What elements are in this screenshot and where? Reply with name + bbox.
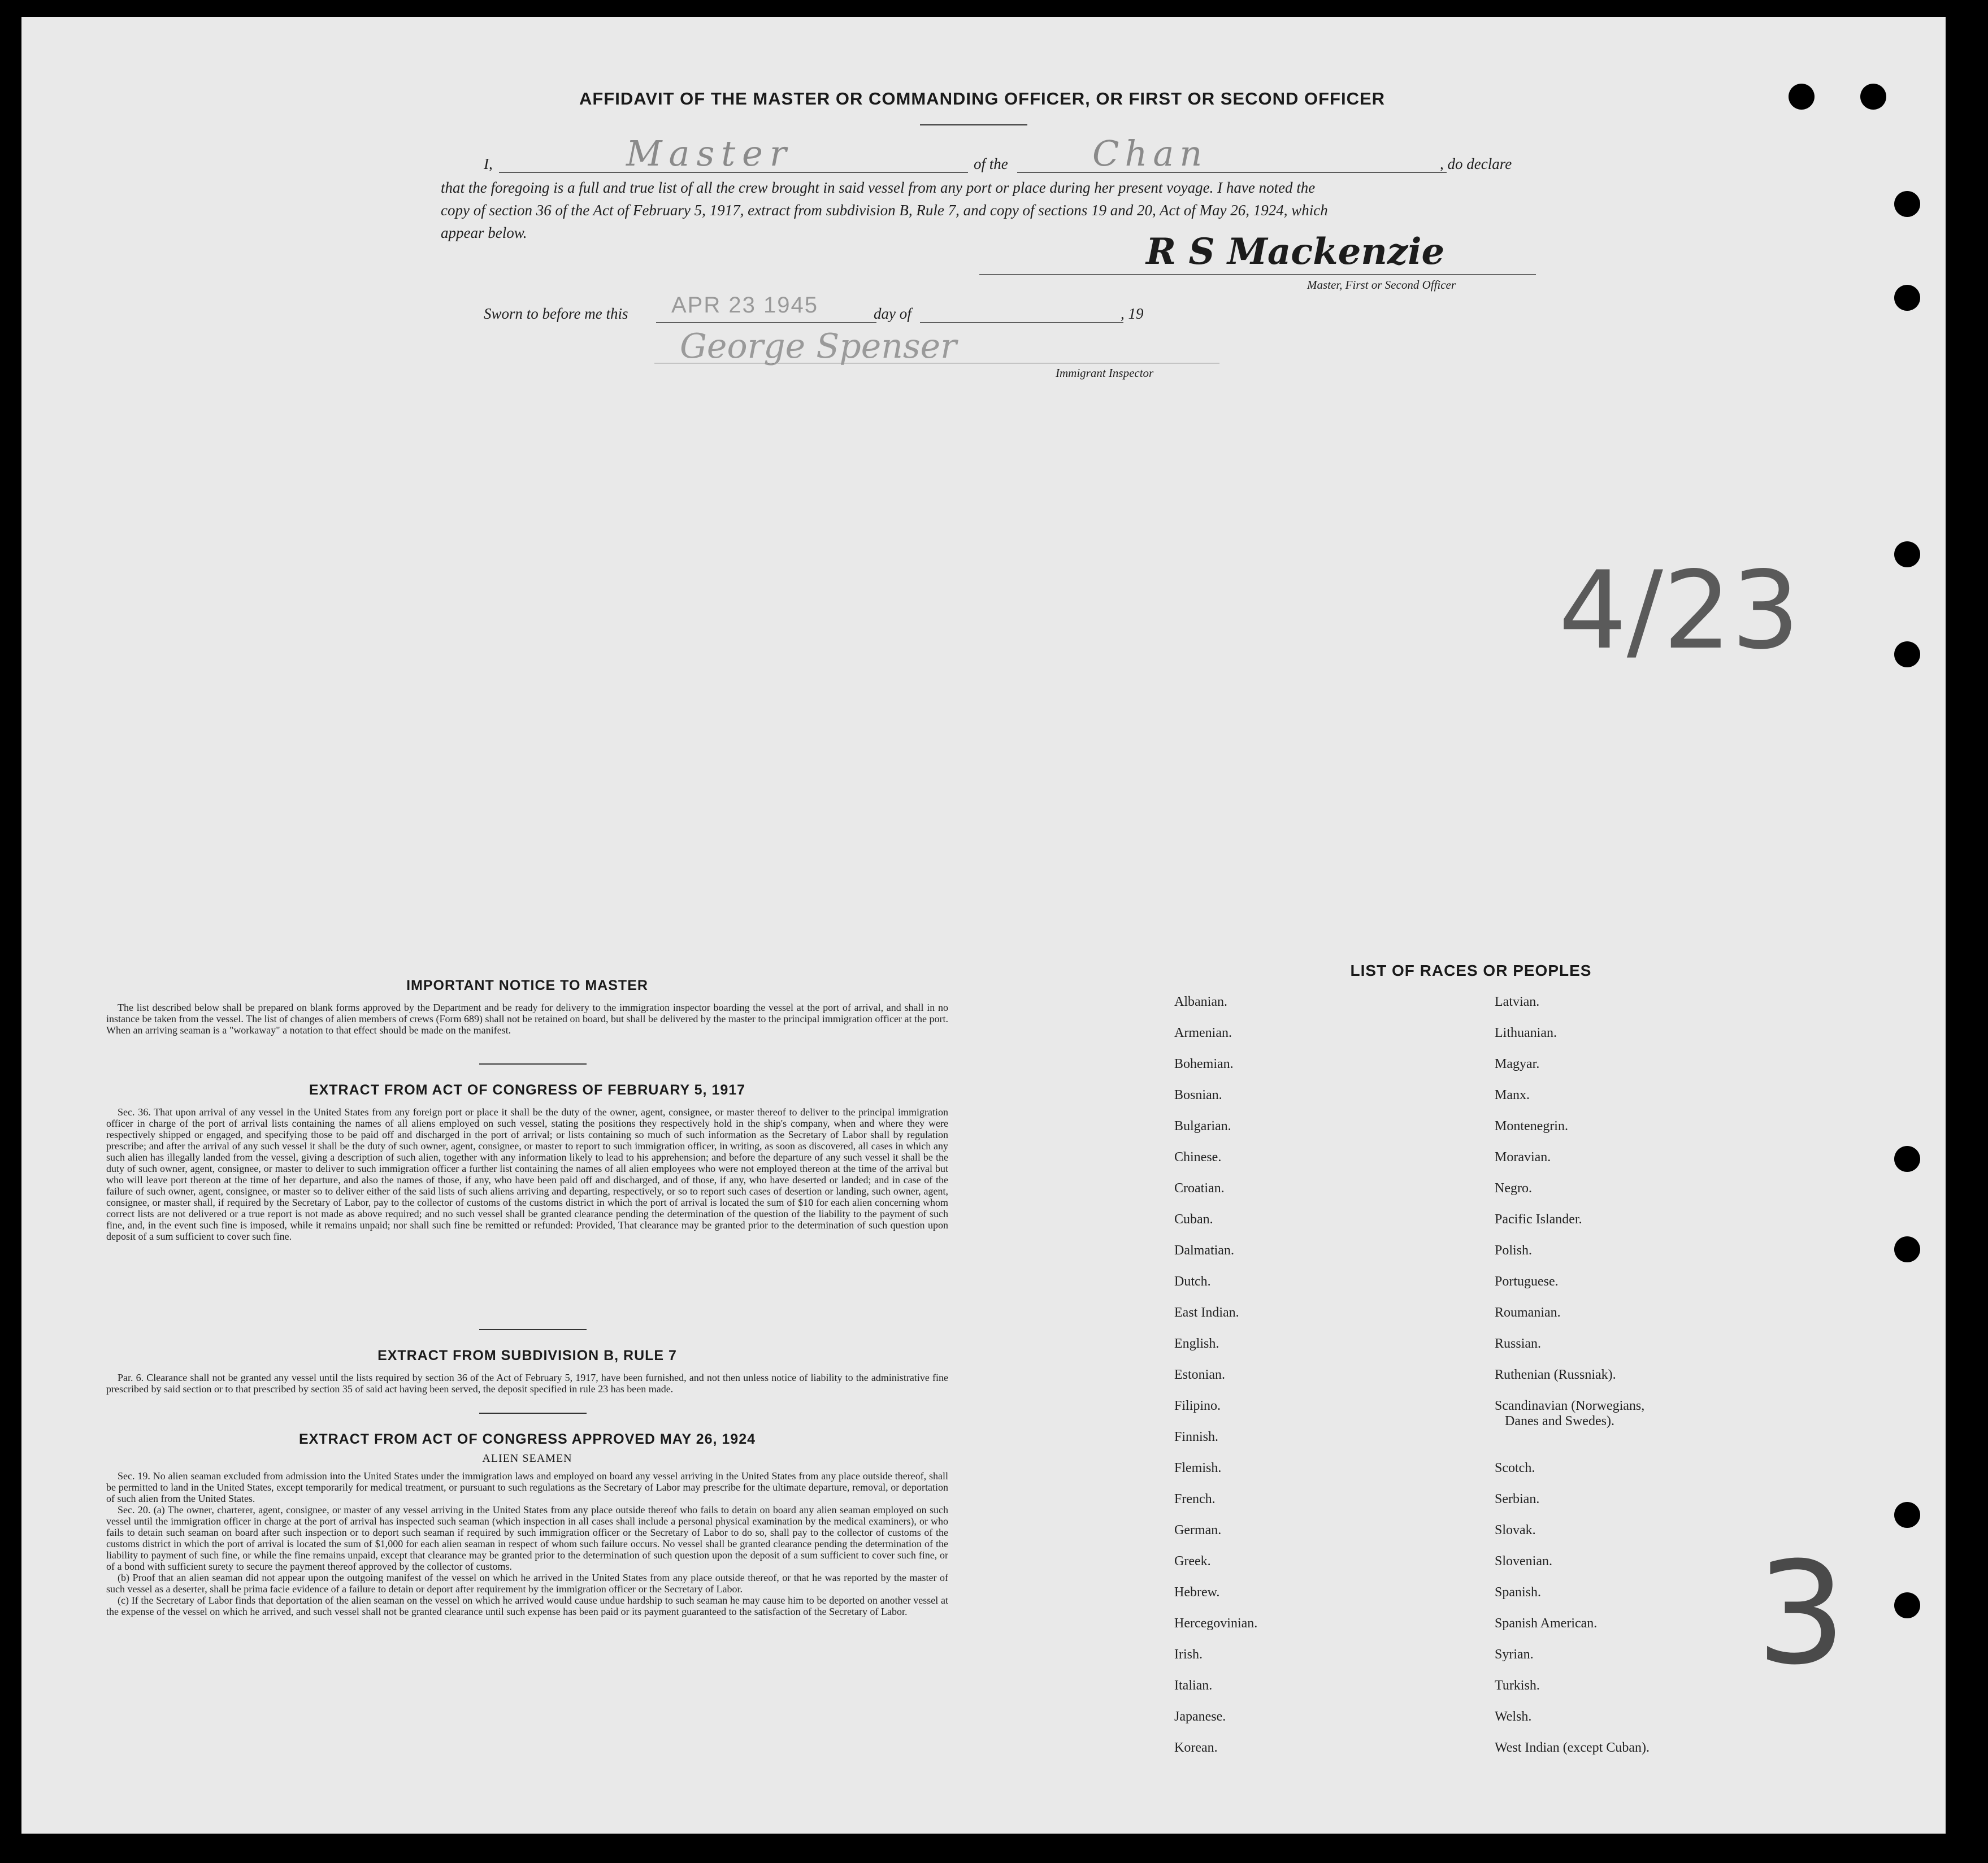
race-left-item: Hercegovinian. — [1174, 1616, 1258, 1631]
race-left-item: Bosnian. — [1174, 1088, 1222, 1102]
race-left-item: Korean. — [1174, 1740, 1218, 1755]
races-title: LIST OF RACES OR PEOPLES — [1350, 962, 1592, 979]
inspector-signature: George Spenser — [680, 327, 957, 366]
notice-body — [106, 1002, 948, 1036]
race-right-item: Danes and Swedes). — [1505, 1414, 1614, 1428]
sworn-day-line — [656, 322, 876, 323]
affidavit-line-4: appear below. — [441, 224, 527, 241]
handwritten-fraction: 4/23 — [1559, 548, 1800, 673]
race-right-item: Scandinavian (Norwegians, — [1495, 1399, 1645, 1413]
race-left-item: Croatian. — [1174, 1181, 1225, 1196]
of-the-label: of the — [974, 155, 1008, 172]
punch-hole — [1860, 84, 1886, 110]
punch-hole — [1894, 1592, 1920, 1618]
document-page — [21, 17, 1946, 1834]
race-left-item: Greek. — [1174, 1554, 1211, 1569]
race-right-item: Moravian. — [1495, 1150, 1551, 1165]
race-left-item: Estonian. — [1174, 1367, 1225, 1382]
race-right-item: Slovak. — [1495, 1523, 1536, 1538]
race-right-item: Magyar. — [1495, 1057, 1540, 1071]
vessel-line — [1017, 172, 1447, 173]
race-left-item: Albanian. — [1174, 995, 1227, 1009]
race-left-item: Bulgarian. — [1174, 1119, 1231, 1134]
extract-1917-title: EXTRACT FROM ACT OF CONGRESS OF FEBRUARY 5, 1917 — [309, 1082, 746, 1098]
extract-1917-body — [106, 1106, 948, 1242]
race-right-item: Slovenian. — [1495, 1554, 1552, 1569]
race-left-item: Cuban. — [1174, 1212, 1213, 1227]
punch-hole — [1894, 541, 1920, 567]
race-right-item: Polish. — [1495, 1243, 1533, 1258]
race-right-item: Ruthenian (Russniak). — [1495, 1367, 1616, 1382]
section-20a-text: Sec. 20. (a) The owner, charterer, agent, consignee, or master of any vessel arriving in the United States from any place outside thereof who fails to detain on board any alien seaman employed on such vessel until the immigration officer in charge at the port of arrival has inspected such seaman (which inspection in all cases shall include a personal physical examination by the medical examiners), or who fails to detain such seaman on board after such inspection or to deport such seaman if required by such immigration officer or the Secretary of Labor to do so, shall pay to the collector of customs of the customs district in which the port of arrival is located the sum of $1,000 for each alien seaman in respect of whom such failure occurs. No vessel shall be granted clearance pending the determination of the liability to payment of such fine, or while the fine remains unpaid, except that clearance may be granted prior to the determination of such question upon the deposit of a sum sufficient to cover such fine, or of a bond with sufficient surety to secure the payment thereof approved by the collector of customs. — [106, 1504, 948, 1572]
race-left-item: Finnish. — [1174, 1430, 1219, 1444]
race-left-item: Chinese. — [1174, 1150, 1222, 1165]
affidavit-i: I, — [484, 155, 493, 172]
race-right-item: Scotch. — [1495, 1461, 1535, 1475]
race-left-item: German. — [1174, 1523, 1222, 1538]
rule7-title: EXTRACT FROM SUBDIVISION B, RULE 7 — [377, 1348, 677, 1363]
notice-divider — [479, 1063, 587, 1065]
race-left-item: Flemish. — [1174, 1461, 1222, 1475]
punch-hole — [1894, 191, 1920, 217]
race-left-item: Japanese. — [1174, 1709, 1226, 1724]
punch-hole — [1789, 84, 1815, 110]
race-right-item: Negro. — [1495, 1181, 1532, 1196]
race-left-item: Irish. — [1174, 1647, 1203, 1662]
race-right-item: Lithuanian. — [1495, 1026, 1557, 1040]
month-line — [920, 322, 1123, 323]
extract-1917-divider — [479, 1329, 587, 1330]
race-left-item: Hebrew. — [1174, 1585, 1220, 1600]
race-right-item: Portuguese. — [1495, 1274, 1559, 1289]
handwritten-page-number: 3 — [1756, 1531, 1847, 1696]
race-left-item: Filipino. — [1174, 1399, 1221, 1413]
punch-hole — [1894, 1236, 1920, 1262]
rule7-body — [106, 1372, 948, 1395]
race-right-item: Russian. — [1495, 1336, 1542, 1351]
handwritten-vessel: Chan — [1092, 133, 1208, 174]
race-right-item: Pacific Islander. — [1495, 1212, 1582, 1227]
notice-text: The list described below shall be prepared on blank forms approved by the Department and be ready for delivery to the immigration inspector boarding the vessel at the port of arrival, and shall in no instance be taken from the vessel. The list of changes of alien members of crews (Form 689) shall not be retained on board, but shall be delivered by the master to the principal immigration officer at the port. When an arriving seaman is a "workaway" a notation to that effect should be made on the manifest. — [106, 1002, 948, 1036]
section-19-text: Sec. 19. No alien seaman excluded from admission into the United States under the immigration laws and employed on board any vessel arriving in the United States from any place outside thereof, shall be permitted to land in the United States, except temporarily for medical treatment, or pursuant to such regulations as the Secretary of Labor may prescribe for the ultimate departure, removal, or deportation of such alien from the United States. — [106, 1470, 948, 1504]
date-stamp: APR 23 1945 — [671, 293, 818, 318]
race-right-item: Syrian. — [1495, 1647, 1534, 1662]
title-divider — [920, 124, 1027, 125]
race-right-item: Latvian. — [1495, 995, 1540, 1009]
signature-caption: Master, First or Second Officer — [1307, 278, 1456, 292]
race-left-item: French. — [1174, 1492, 1216, 1506]
extract-1924-subtitle: ALIEN SEAMEN — [482, 1452, 572, 1465]
section-20c-text: (c) If the Secretary of Labor finds that deportation of the alien seaman on the vessel on which he arrived would cause undue hardship to such seaman he may cause him to be deported on another vessel at the expense of the vessel on which he arrived, and such vessel shall not be granted clearance until such expense has been paid or its payment guaranteed to the satisfaction of the Secretary of Labor. — [106, 1595, 948, 1617]
race-right-item: Spanish. — [1495, 1585, 1542, 1600]
race-left-item: English. — [1174, 1336, 1219, 1351]
do-declare-label: , do declare — [1440, 155, 1512, 172]
inspector-caption: Immigrant Inspector — [1056, 366, 1154, 380]
punch-hole — [1894, 285, 1920, 311]
extract-1924-body — [106, 1470, 948, 1617]
race-left-item: Italian. — [1174, 1678, 1213, 1693]
race-left-item: East Indian. — [1174, 1305, 1239, 1320]
section-36-text: Sec. 36. That upon arrival of any vessel in the United States from any foreign port or place it shall be the duty of the owner, agent, consignee, or master thereof to deliver to the principal immigration officer in charge of the port of arrival lists containing the names of all aliens employed on such vessel, stating the positions they respectively hold in the ship's company, when and where they were respectively shipped or engaged, and specifying those to be paid off and discharged in the port of arrival; or lists containing so much of such information as the Secretary of Labor shall by regulation prescribe; and after the arrival of any such vessel it shall be the duty of such owner, agent, consignee, or master to report to such immigration officer, in writing, as soon as discovered, all cases in which any such alien has illegally landed from the vessel, giving a description of such alien, together with any information likely to lead to his apprehension; and before the departure of any such vessel it shall be the duty of such owner, agent, consignee, or master to deliver to such immigration officer a further list containing the names of all alien employees who were not employed thereon at the time of the arrival but who will leave port thereon at the time of her departure, and also the names of those, if any, who have been paid off and discharged, and of those, if any, who have deserted or landed; and in case of the failure of such owner, agent, consignee, or master so to deliver either of the said lists of such aliens arriving and departing, respectively, or so to report such cases of desertion or landing, such owner, agent, consignee, or master shall, if required by the Secretary of Labor, pay to the collector of customs of the customs district in which the port of arrival is located the sum of $10 for each alien concerning whom correct lists are not delivered or a true report is not made as above required; and no such vessel shall be granted clearance pending the determination of the question of the liability to the payment of such fine, and, in the event such fine is imposed, while it remains unpaid; nor shall such fine be remitted or refunded: Provided, That clearance may be granted prior to the determination of such question upon deposit of a sum sufficient to cover such fine. — [106, 1106, 948, 1242]
rule7-text: Par. 6. Clearance shall not be granted any vessel until the lists required by section 36 of the Act of February 5, 1917, have been furnished, and not then unless notice of liability to the administrative fine prescribed by said section or to that prescribed by section 35 of said act having been served, the deposit specified in rule 23 has been made. — [106, 1372, 948, 1395]
signature-line — [979, 274, 1536, 275]
race-right-item: Serbian. — [1495, 1492, 1540, 1506]
race-right-item: Welsh. — [1495, 1709, 1532, 1724]
notice-title: IMPORTANT NOTICE TO MASTER — [406, 978, 648, 993]
affidavit-line-2: that the foregoing is a full and true list of all the crew brought in said vessel from any port or place during her present voyage. I have noted the — [441, 179, 1316, 196]
punch-hole — [1894, 641, 1920, 667]
race-right-item: Roumanian. — [1495, 1305, 1561, 1320]
day-of-label: day of — [874, 305, 911, 322]
race-left-item: Dutch. — [1174, 1274, 1211, 1289]
punch-hole — [1894, 1146, 1920, 1172]
punch-hole — [1894, 1502, 1920, 1528]
race-left-item: Dalmatian. — [1174, 1243, 1234, 1258]
race-left-item: Armenian. — [1174, 1026, 1232, 1040]
affidavit-line-3: copy of section 36 of the Act of February 5, 1917, extract from subdivision B, Rule 7, and copy of sections 19 and 20, Act of May 26, 1924, which — [441, 202, 1328, 219]
race-right-item: West Indian (except Cuban). — [1495, 1740, 1650, 1755]
master-signature: R S Mackenzie — [1146, 231, 1445, 273]
rule7-divider — [479, 1413, 587, 1414]
race-right-item: Spanish American. — [1495, 1616, 1598, 1631]
sworn-label: Sworn to before me this — [484, 305, 628, 322]
race-left-item: Bohemian. — [1174, 1057, 1234, 1071]
section-20b-text: (b) Proof that an alien seaman did not appear upon the outgoing manifest of the vessel on which he arrived in the United States from any place outside thereof, or that he was reported by the master of such vessel as a deserter, shall be prima facie evidence of a failure to detain or deport after requirement by the immigration officer or the Secretary of Labor. — [106, 1572, 948, 1595]
race-right-item: Montenegrin. — [1495, 1119, 1568, 1134]
race-right-item: Manx. — [1495, 1088, 1530, 1102]
handwritten-name: Master — [626, 133, 793, 174]
year-label: , 19 — [1121, 305, 1144, 322]
extract-1924-title: EXTRACT FROM ACT OF CONGRESS APPROVED MAY 26, 1924 — [298, 1431, 756, 1447]
race-right-item: Turkish. — [1495, 1678, 1540, 1693]
affidavit-title: AFFIDAVIT OF THE MASTER OR COMMANDING OFFICER, OR FIRST OR SECOND OFFICER — [579, 89, 1386, 108]
